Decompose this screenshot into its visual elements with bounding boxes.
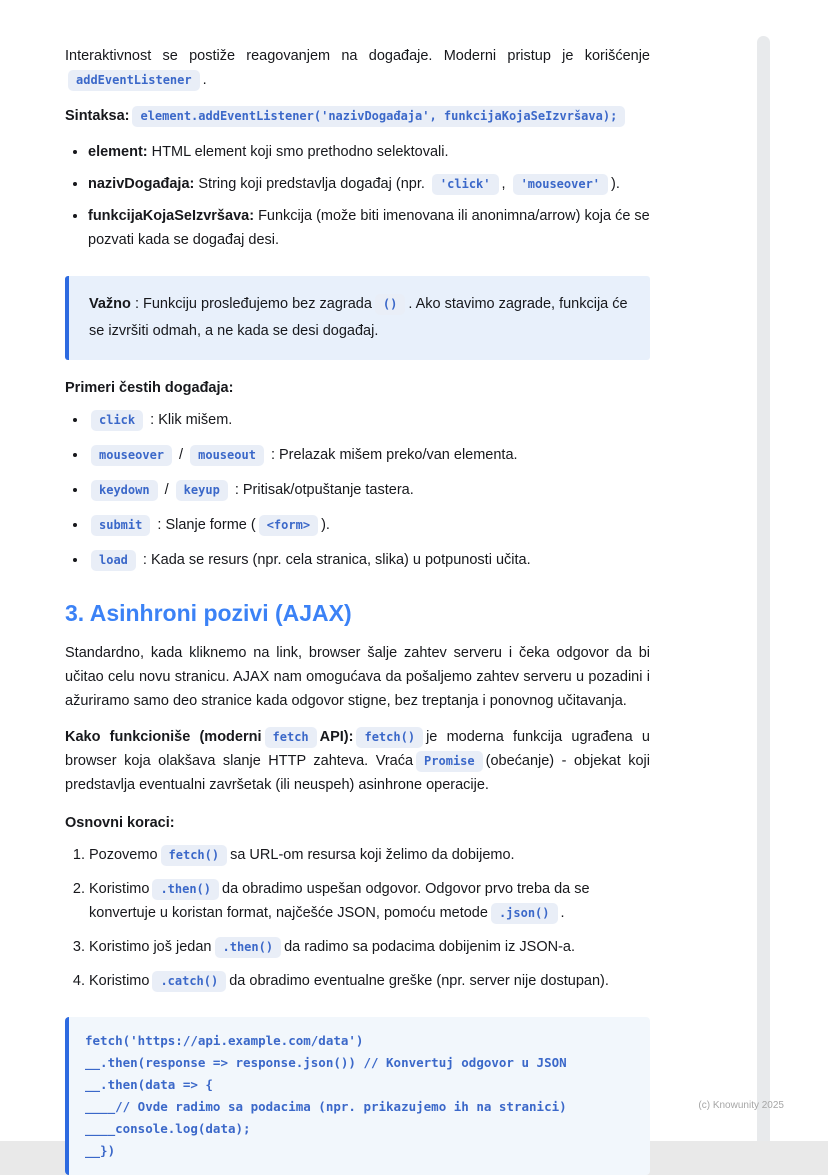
code-line: __.then(response => response.json()) // Konvertuj odgovor u JSON — [85, 1055, 567, 1070]
section-heading-ajax: 3. Asinhroni pozivi (AJAX) — [65, 600, 352, 626]
list-item — [88, 172, 650, 196]
text-segment: : Pritisak/otpuštanje tastera. — [230, 482, 414, 498]
text-segment: : Funkciju prosleđujemo bez zagrada — [134, 296, 372, 312]
intro-paragraph — [65, 44, 650, 92]
text-segment: Važno — [89, 296, 131, 312]
text-segment: Funkcija (može biti imenovana ili anonimna/arrow) koja će se pozvati kada se događaj desi. — [88, 208, 650, 248]
text-segment: nazivDogađaja: — [88, 176, 195, 192]
code-block — [65, 1017, 650, 1175]
inline-code-chip: fetch — [265, 727, 317, 748]
syntax-bullet-list — [65, 140, 650, 252]
text-segment: String koji predstavlja događaj (npr. — [198, 176, 429, 192]
text-segment: / — [160, 482, 173, 498]
list-item — [89, 843, 650, 867]
text-segment: Interaktivnost se postiže reagovanjem na događaje. Moderni pristup je korišćenje — [65, 48, 650, 64]
list-item — [89, 969, 650, 993]
inline-code-chip: click — [91, 410, 143, 431]
steps-list — [65, 843, 650, 993]
callout-text — [89, 291, 628, 345]
inline-code-chip: Promise — [416, 751, 483, 772]
important-callout — [65, 276, 650, 360]
list-item — [88, 478, 650, 502]
text-segment: je moderna funkcija ugrađena u browser koja olakšava slanje HTTP zahteva. Vraća — [65, 729, 650, 769]
text-segment: (obećanje) - objekat koji predstavlja eventualni završetak (ili neuspeh) asinhrone operacije. — [65, 753, 650, 793]
text-segment: da obradimo eventualne greške (npr. server nije dostupan). — [229, 973, 609, 989]
text-segment: Koristimo još jedan — [89, 939, 212, 955]
text-segment: funkcijaKojaSeIzvršava: — [88, 208, 255, 224]
list-item — [89, 935, 650, 959]
code-line: __.then(data => { — [85, 1077, 213, 1092]
list-item — [88, 408, 650, 432]
list-item — [88, 140, 650, 164]
text-segment: : Prelazak mišem preko/van elementa. — [266, 447, 518, 463]
text-segment: ). — [321, 517, 330, 533]
inline-code-chip: .then() — [152, 879, 219, 900]
code-line: ____console.log(data); — [85, 1121, 251, 1136]
text-segment: Standardno, kada kliknemo na link, browser šalje zahtev serveru i čeka odgovor da bi učitao celu novu stranicu. AJAX nam omogućava da pošaljemo zahtev serveru u pozadini i ažuriramo samo deo stranice kada odgovor stigne, bez treptanja i ponovnog učitavanja. — [65, 645, 650, 709]
events-list — [65, 408, 650, 572]
inline-code-chip: fetch() — [356, 727, 423, 748]
inline-code-chip: 'click' — [432, 174, 499, 195]
text-segment: sa URL-om resursa koji želimo da dobijemo. — [230, 847, 515, 863]
text-segment: . — [560, 905, 565, 921]
syntax-line — [65, 104, 650, 128]
text-segment: : Klik mišem. — [146, 412, 233, 428]
code-line: ____// Ovde radimo sa podacima (npr. prikazujemo ih na stranici) — [85, 1099, 567, 1114]
text-segment: / — [175, 447, 188, 463]
ajax-intro-paragraph — [65, 641, 650, 713]
watermark: (c) Knowunity 2025 — [698, 1100, 784, 1111]
inline-code-chip: keyup — [176, 480, 228, 501]
text-segment: : Slanje forme ( — [153, 517, 256, 533]
inline-code-chip: mouseout — [190, 445, 264, 466]
inline-code-chip: keydown — [91, 480, 158, 501]
list-item — [89, 877, 650, 925]
text-segment: element: — [88, 144, 148, 160]
events-heading: Primeri čestih događaja: — [65, 380, 234, 396]
code-line: fetch('https://api.example.com/data') — [85, 1033, 364, 1048]
text-segment: Kako funkcioniše (moderni — [65, 729, 262, 745]
text-segment: . — [202, 72, 207, 88]
code-line: __}) — [85, 1143, 116, 1158]
text-segment: Koristimo — [89, 881, 150, 897]
ajax-how-paragraph — [65, 725, 650, 797]
inline-code-chip: addEventListener — [68, 70, 200, 91]
inline-code-chip: load — [91, 550, 136, 571]
inline-code-chip: <form> — [259, 515, 318, 536]
inline-code-chip: 'mouseover' — [513, 174, 608, 195]
text-segment: Sintaksa: — [65, 108, 130, 124]
scrollbar-track[interactable] — [757, 36, 770, 1141]
text-segment: ). — [611, 176, 620, 192]
text-segment: Pozovemo — [89, 847, 158, 863]
text-segment: : Kada se resurs (npr. cela stranica, slika) u potpunosti učita. — [138, 552, 531, 568]
document-content — [65, 44, 650, 1175]
text-segment: HTML element koji smo prethodno selektovali. — [151, 144, 449, 160]
inline-code-chip: .then() — [215, 937, 282, 958]
inline-code-chip: () — [375, 294, 405, 315]
text-segment: API): — [319, 729, 354, 745]
text-segment: da radimo sa podacima dobijenim iz JSON-a. — [284, 939, 576, 955]
list-item — [88, 513, 650, 537]
list-item — [88, 204, 650, 252]
inline-code-chip: .catch() — [152, 971, 226, 992]
text-segment: da obradimo uspešan odgovor. Odgovor prvo treba da se konvertuje u koristan format, najčešće JSON, pomoću metode — [89, 881, 590, 921]
text-segment: , — [501, 176, 510, 192]
text-segment: Koristimo — [89, 973, 150, 989]
list-item — [88, 443, 650, 467]
inline-code-chip: fetch() — [161, 845, 228, 866]
steps-heading: Osnovni koraci: — [65, 815, 175, 831]
text-segment: . Ako stavimo zagrade, funkcija će se izvršiti odmah, a ne kada se desi događaj. — [89, 296, 628, 339]
inline-code-chip: .json() — [491, 903, 558, 924]
inline-code-chip: submit — [91, 515, 150, 536]
inline-code-chip: mouseover — [91, 445, 172, 466]
list-item — [88, 548, 650, 572]
inline-code-chip: element.addEventListener('nazivDogađaja', funkcijaKojaSeIzvršava); — [132, 106, 625, 127]
